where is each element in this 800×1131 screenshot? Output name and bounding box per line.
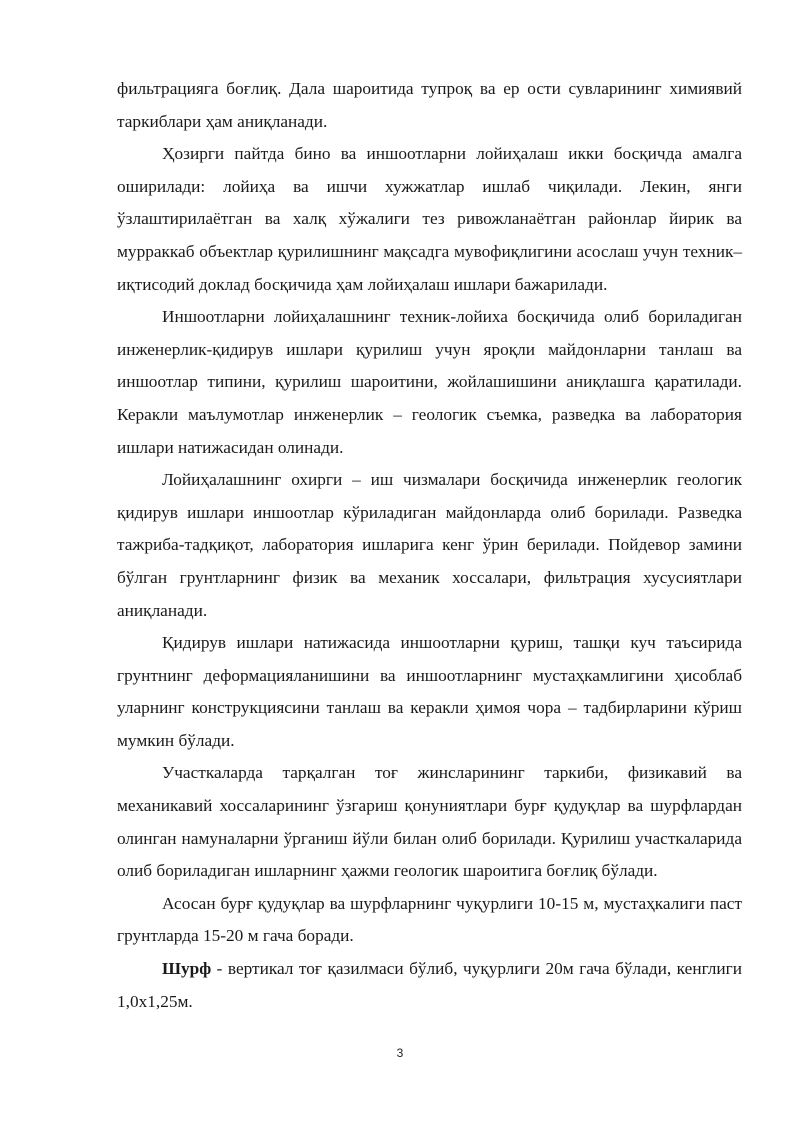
paragraph-design-stages: Ҳозирги пайтда бино ва иншоотларни лойиҳалаш икки босқичда амалга оширилади: лойиҳа ва ишчи хужжатлар ишлаб чиқилади. Лекин, янги ўзлаштирилаётган ва халқ хўжалиги тез ривожланаётган районлар йирик ва мурраккаб объектлар қурилишнинг мақсадга мувофиқлигини асослаш учун техник–иқтисодий доклад босқичида ҳам лойиҳалаш ишлари бажарилади. [117,144,742,294]
definition-term: Шурф [162,959,212,979]
paragraph-borehole-depth: Асосан бурғ қудуқлар ва шурфларнинг чуқурлиги 10-15 м, мустаҳкалиги паст грунтларда 15-20 м гача боради. [117,893,742,946]
definition-text: - вертикал тоғ қазилмаси бўлиб, чуқурлиги 20м гача бўлади, кенглиги 1,0х1,25м. [117,959,742,1011]
paragraph-shurf-definition [117,953,742,1018]
page-number: 3 [396,1046,404,1060]
document-page [117,73,742,1018]
paragraph-working-drawings: Лойиҳалашнинг охирги – иш чизмалари босқичида инженерлик геологик қидирув ишлари иншоотлар кўриладиган майдонларда олиб борилади. Разведка тажриба-тадқиқот, лаборатория ишларига кенг ўрин берилади. Пойдевор замини бўлган грунтларнинг физик ва механик хоссалари, фильтрация хусусиятлари аниқланади. [117,470,742,620]
paragraph-site-rocks: Участкаларда тарқалган тоғ жинсларининг таркиби, физикавий ва механикавий хоссаларининг ўзгариш қонуниятлари бурғ қудуқлар ва шурфлардан олинган намуналарни ўрганиш йўли билан олиб борилади. Қурилиш участкаларида олиб бориладиган ишларнинг ҳажми геологик шароитига боғлиқ бўлади. [117,763,742,881]
paragraph-technical-project: Иншоотларни лойиҳалашнинг техник-лойиха босқичида олиб бориладиган инженерлик-қидирув ишлари қурилиш учун яроқли майдонларни танлаш ва иншоотлар типини, қурилиш шароитини, жойлашишини аниқлашга қаратилади. Керакли маълумотлар инженерлик – геологик съемка, разведка ва лаборатория ишлари натижасидан олинади. [117,307,742,457]
paragraph-continuation: фильтрацияга боғлиқ. Дала шароитида тупроқ ва ер ости сувларининг химиявий таркиблари ҳам аниқланади. [117,79,742,131]
paragraph-survey-results: Қидирув ишлари натижасида иншоотларни қуриш, ташқи куч таъсирида грунтнинг деформацияланишини ва иншоотларнинг мустаҳкамлигини ҳисоблаб уларнинг конструкциясини танлаш ва керакли ҳимоя чора – тадбирларини кўриш мумкин бўлади. [117,633,742,750]
